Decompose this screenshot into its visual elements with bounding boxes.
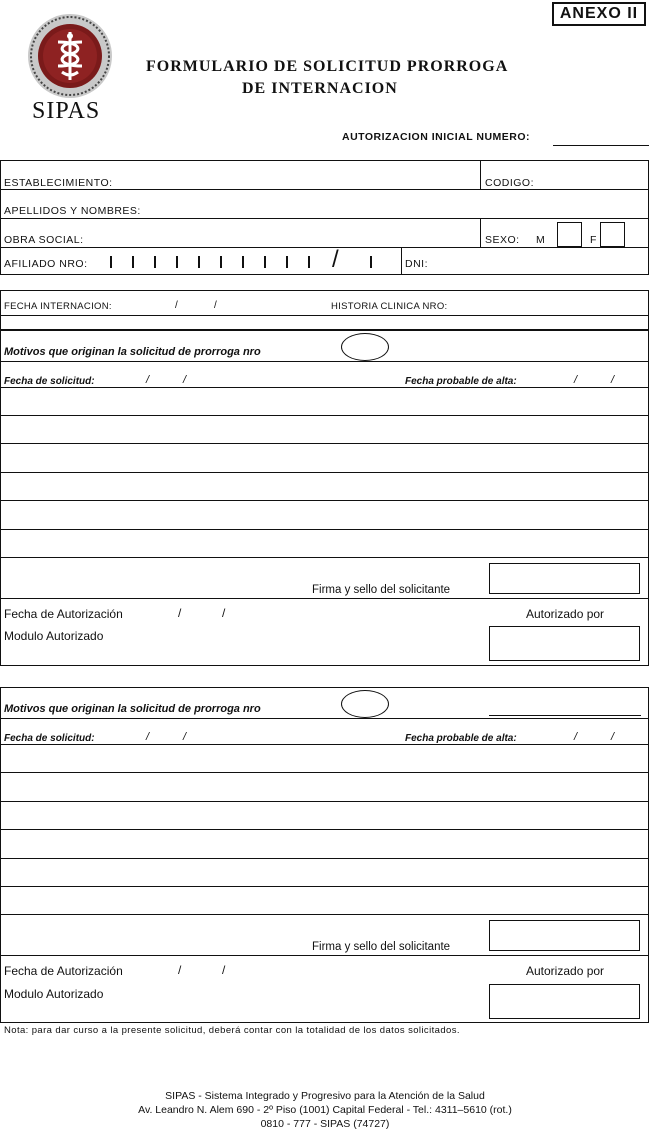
motivo-number-line[interactable] <box>489 715 641 716</box>
codigo-label: CODIGO: <box>485 177 535 189</box>
digit-tick <box>110 256 112 268</box>
motivo-line[interactable] <box>0 886 649 887</box>
logo-text: SIPAS <box>32 98 101 124</box>
fecha-autorizacion-slash-1: / <box>178 606 182 620</box>
firma-box[interactable] <box>489 920 640 951</box>
fecha-alta-slash-2: / <box>611 731 615 743</box>
form-title-line2: DE INTERNACION <box>242 80 398 97</box>
fecha-solicitud-slash-1: / <box>146 374 150 386</box>
patient-row-divider <box>0 189 649 190</box>
fecha-solicitud-slash-2: / <box>183 731 187 743</box>
sipas-logo <box>22 12 122 127</box>
section-row-divider <box>0 361 649 362</box>
motivo-line[interactable] <box>0 500 649 501</box>
fecha-autorizacion-label: Fecha de Autorización <box>4 607 123 621</box>
section-row-divider <box>0 718 649 719</box>
form-title-line1: FORMULARIO DE SOLICITUD PRORROGA <box>146 58 509 75</box>
motivo-line[interactable] <box>0 443 649 444</box>
establecimiento-label: ESTABLECIMIENTO: <box>4 177 113 189</box>
digit-tick <box>154 256 156 268</box>
motivo-line[interactable] <box>0 472 649 473</box>
section-row-divider <box>0 387 649 388</box>
afiliado-label: AFILIADO NRO: <box>4 258 88 270</box>
sexo-m-checkbox[interactable] <box>557 222 582 247</box>
modulo-autorizado-label: Modulo Autorizado <box>4 629 104 643</box>
digit-tick <box>370 256 372 268</box>
annex-badge <box>552 2 646 26</box>
motivo-line[interactable] <box>0 529 649 530</box>
sexo-label: SEXO: <box>485 234 520 246</box>
firma-box[interactable] <box>489 563 640 594</box>
autorizado-box[interactable] <box>489 626 640 661</box>
patient-row-divider <box>0 218 649 219</box>
modulo-autorizado-label: Modulo Autorizado <box>4 987 104 1001</box>
digit-tick <box>176 256 178 268</box>
autorizado-por-label: Autorizado por <box>526 964 605 978</box>
prorroga-number-oval[interactable] <box>341 333 389 361</box>
footer-line-3: 0810 - 777 - SIPAS (74727) <box>260 1118 390 1130</box>
codigo-divider <box>480 160 481 189</box>
digit-tick <box>286 256 288 268</box>
motivo-line[interactable] <box>0 829 649 830</box>
fecha-autorizacion-slash-2: / <box>222 606 226 620</box>
motivo-line[interactable] <box>0 858 649 859</box>
digit-tick <box>264 256 266 268</box>
motivo-line[interactable] <box>0 914 649 915</box>
afiliado-separator: / <box>332 246 339 273</box>
auth-initial-field[interactable] <box>553 145 649 146</box>
motivo-line[interactable] <box>0 801 649 802</box>
digit-tick <box>220 256 222 268</box>
sexo-f-label: F <box>590 234 597 246</box>
fecha-internacion-label: FECHA INTERNACION: <box>4 301 112 312</box>
fecha-alta-slash-1: / <box>574 731 578 743</box>
digit-tick <box>242 256 244 268</box>
nota-text: Nota: para dar curso a la presente solicitud, deberá contar con la totalidad de los datos solicitados. <box>4 1025 460 1036</box>
dni-label: DNI: <box>405 258 428 270</box>
autorizado-por-label: Autorizado por <box>526 607 605 621</box>
fecha-solicitud-slash-1: / <box>146 731 150 743</box>
fecha-autorizacion-slash-2: / <box>222 963 226 977</box>
motivo-line[interactable] <box>0 557 649 558</box>
sipas-seal-icon <box>22 12 122 102</box>
fecha-autorizacion-slash-1: / <box>178 963 182 977</box>
patient-row-divider <box>0 247 649 248</box>
firma-label: Firma y sello del solicitante <box>312 941 451 953</box>
digit-tick <box>198 256 200 268</box>
fecha-solicitud-slash-2: / <box>183 374 187 386</box>
motivos-label: Motivos que originan la solicitud de prorroga nro <box>4 703 261 715</box>
footer-line-1: SIPAS - Sistema Integrado y Progresivo para la Atención de la Salud <box>165 1090 485 1102</box>
section-row-divider <box>0 744 649 745</box>
motivos-label: Motivos que originan la solicitud de prorroga nro <box>4 346 261 358</box>
fecha-alta-label: Fecha probable de alta: <box>405 733 517 744</box>
firma-label: Firma y sello del solicitante <box>312 584 451 596</box>
motivo-line[interactable] <box>0 772 649 773</box>
fecha-alta-slash-1: / <box>574 374 578 386</box>
obra-social-label: OBRA SOCIAL: <box>4 234 84 246</box>
dni-divider <box>401 247 402 275</box>
historia-clinica-label: HISTORIA CLINICA NRO: <box>331 301 448 312</box>
fecha-alta-slash-2: / <box>611 374 615 386</box>
apellidos-label: APELLIDOS Y NOMBRES: <box>4 205 141 217</box>
section-row-divider <box>0 955 649 956</box>
auth-initial-label: AUTORIZACION INICIAL NUMERO: <box>342 131 531 143</box>
sexo-f-checkbox[interactable] <box>600 222 625 247</box>
fecha-autorizacion-label: Fecha de Autorización <box>4 964 123 978</box>
fecha-solicitud-label: Fecha de solicitud: <box>4 376 95 387</box>
sexo-divider <box>480 218 481 247</box>
annex-label: ANEXO II <box>559 5 639 22</box>
section-row-divider <box>0 598 649 599</box>
digit-tick <box>308 256 310 268</box>
motivo-line[interactable] <box>0 415 649 416</box>
internacion-divider <box>0 315 649 316</box>
footer-line-2: Av. Leandro N. Alem 690 - 2º Piso (1001) Capital Federal - Tel.: 4311–5610 (rot.) <box>138 1104 512 1116</box>
digit-tick <box>132 256 134 268</box>
fecha-alta-label: Fecha probable de alta: <box>405 376 517 387</box>
prorroga-number-oval[interactable] <box>341 690 389 718</box>
fecha-solicitud-label: Fecha de solicitud: <box>4 733 95 744</box>
fecha-internacion-slash-2: / <box>214 300 217 311</box>
autorizado-box[interactable] <box>489 984 640 1019</box>
fecha-internacion-slash-1: / <box>175 300 178 311</box>
afiliado-digit-field[interactable] <box>100 246 390 273</box>
sexo-m-label: M <box>536 234 546 246</box>
